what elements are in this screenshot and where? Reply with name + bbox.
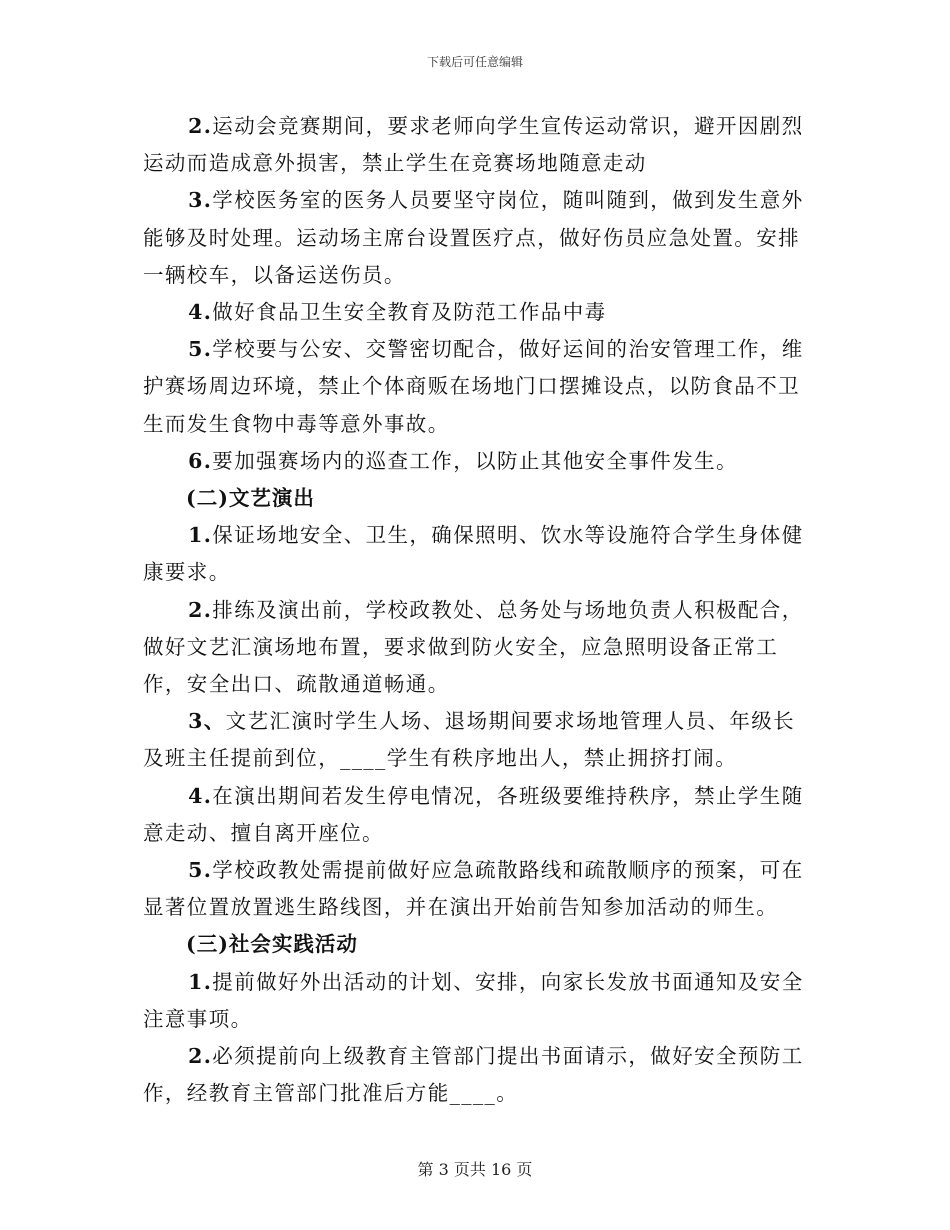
page-footer: 第 3 页共 16 页 [417, 1160, 533, 1179]
paragraph-text: 学校医务室的医务人员要坚守岗位，随叫随到，做到发生意外能够及时处理。运动场主席台设置医疗点，做好伤员应急处置。安排一辆校车，以备运送伤员。 [143, 188, 804, 287]
paragraph-text: 运动会竞赛期间，要求老师向学生宣传运动常识，避开因剧烈运动而造成意外损害，禁止学生在竞赛场地随意走动 [143, 114, 804, 176]
item-number: 2. [188, 114, 213, 138]
paragraph [143, 182, 808, 294]
paragraph-text: 文艺汇演时学生人场、退场期间要求场地管理人员、年级长及班主任提前到位，____学生有秩序地出人，禁止拥挤打闹。 [143, 709, 796, 771]
page-header: 下载后可任意编辑 [426, 55, 523, 69]
item-number: 1. [188, 969, 213, 994]
paragraph [143, 517, 808, 591]
paragraph-text: 学校要与公安、交警密切配合，做好运间的治安管理工作，维护赛场周边环境，禁止个体商贩在场地门口摆摊设点，以防食品不卫生而发生食物中毒等意外事故。 [143, 337, 804, 436]
paragraph [143, 331, 808, 443]
item-number: 6. [188, 448, 213, 473]
item-number: 4. [188, 300, 213, 325]
item-number: 3、 [188, 709, 226, 734]
paragraph-text: 必须提前向上级教育主管部门提出书面请示，做好安全预防工作，经教育主管部门批准后方能____。 [143, 1044, 804, 1106]
paragraph [143, 964, 808, 1038]
paragraph-text: (三)社会实践活动 [186, 932, 358, 957]
paragraph-text: 保证场地安全、卫生，确保照明、饮水等设施符合学生身体健康要求。 [143, 523, 804, 585]
paragraph [143, 108, 808, 182]
item-number: 3. [188, 188, 213, 213]
paragraph [143, 703, 808, 777]
paragraph [143, 852, 808, 926]
paragraph [143, 778, 808, 852]
paragraph [143, 294, 808, 331]
item-number: 2. [188, 597, 213, 622]
paragraph-text: (二)文艺演出 [186, 486, 315, 511]
paragraph-text: 提前做好外出活动的计划、安排，向家长发放书面通知及安全注意事项。 [143, 969, 804, 1031]
paragraph-text: 学校政教处需提前做好应急疏散路线和疏散顺序的预案，可在显著位置放置逃生路线图，并在演出开始前告知参加活动的师生。 [143, 858, 804, 920]
paragraph [143, 443, 808, 480]
section-heading [143, 480, 808, 517]
item-number: 5. [188, 858, 213, 883]
paragraph [143, 1038, 808, 1112]
paragraph-text: 排练及演出前，学校政教处、总务处与场地负责人积极配合，做好文艺汇演场地布置，要求做到防火安全，应急照明设备正常工作，安全出口、疏散通道畅通。 [143, 597, 804, 697]
item-number: 4. [188, 783, 213, 808]
item-number: 5. [188, 337, 213, 362]
document-body [143, 108, 808, 1112]
paragraph-text: 做好食品卫生安全教育及防范工作品中毒 [212, 300, 607, 325]
item-number: 2. [188, 1044, 213, 1069]
paragraph-text: 要加强赛场内的巡查工作，以防止其他安全事件发生。 [212, 448, 738, 473]
paragraph [143, 592, 808, 704]
item-number: 1. [188, 523, 213, 548]
paragraph-text: 在演出期间若发生停电情况，各班级要维持秩序，禁止学生随意走动、擅自离开座位。 [143, 783, 804, 845]
section-heading [143, 926, 808, 963]
